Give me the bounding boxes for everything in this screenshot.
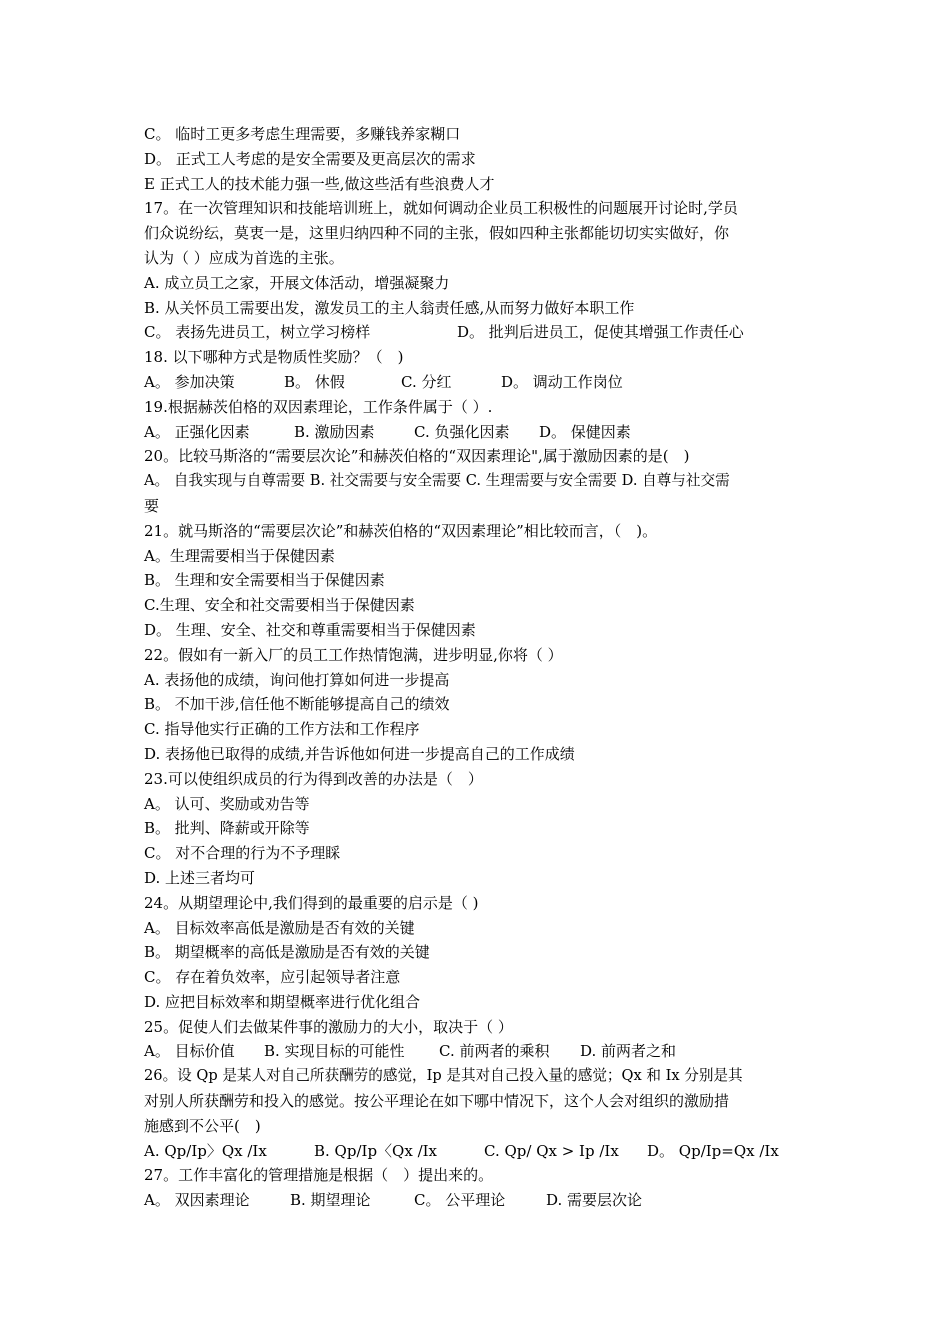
- text-line: D。 正式工人考虑的是安全需要及更高层次的需求: [144, 149, 476, 168]
- question-22: 22。假如有一新入厂的员工工作热情饱满，进步明显,你将（ ）: [144, 645, 563, 664]
- option: C。 表扬先进员工，树立学习榜样: [144, 323, 371, 342]
- option-line: C。 存在着负效率，应引起领导者注意: [144, 968, 401, 987]
- option-row-q19: [144, 420, 814, 445]
- text-line: 认为（ ）应成为首选的主张。: [144, 248, 344, 267]
- option-row-q26: [144, 1139, 814, 1164]
- option: A. Qp/Ip〉Qx /Ix: [144, 1141, 267, 1160]
- option-line: D. 上述三者均可: [144, 868, 256, 887]
- question-18: 18. 以下哪种方式是物质性奖励？（ ): [144, 348, 404, 367]
- option-line: B。 生理和安全需要相当于保健因素: [144, 571, 385, 590]
- option-line: C。 对不合理的行为不予理睬: [144, 844, 341, 863]
- question-21: 21。就马斯洛的“需要层次论”和赫茨伯格的“双因素理论”相比较而言，（ )。: [144, 521, 658, 540]
- option: A。 正强化因素: [144, 422, 250, 441]
- option-line: D。 生理、安全、社交和尊重需要相当于保健因素: [144, 620, 476, 639]
- text-line: 对别人所获酬劳和投入的感觉。按公平理论在如下哪中情况下，这个人会对组织的激励措: [144, 1092, 730, 1111]
- option: A。 双因素理论: [144, 1191, 250, 1210]
- option: B. 期望理论: [290, 1191, 371, 1210]
- option: A。 参加决策: [144, 372, 235, 391]
- question-20: 20。比较马斯洛的“需要层次论”和赫茨伯格的“双因素理论",属于激励因素的是( ): [144, 447, 690, 466]
- option-row-q25: [144, 1039, 814, 1064]
- question-27: 27。工作丰富化的管理措施是根据（ ）提出来的。: [144, 1166, 494, 1185]
- option: D. 需要层次论: [546, 1191, 643, 1210]
- question-23: 23.可以使组织成员的行为得到改善的办法是（ ）: [144, 769, 483, 788]
- question-19: 19.根据赫茨伯格的双因素理论，工作条件属于（ ）.: [144, 397, 493, 416]
- option: D。 保健因素: [539, 422, 631, 441]
- option: C. 分红: [401, 372, 452, 391]
- option-line: A。 认可、奖励或劝告等: [144, 794, 310, 813]
- option-line: C.生理、安全和社交需要相当于保健因素: [144, 596, 415, 615]
- option: B。 休假: [284, 372, 345, 391]
- question-17: 17。在一次管理知识和技能培训班上，就如何调动企业员工积极性的问题展开讨论时,学员: [144, 199, 738, 218]
- option-row-q17: [144, 320, 814, 345]
- option-line: A. 表扬他的成绩，询问他打算如何进一步提高: [144, 670, 450, 689]
- text-line: 们众说纷纭，莫衷一是，这里归纳四种不同的主张，假如四种主张都能切切实实做好，你: [144, 224, 730, 243]
- text-line: 要: [144, 496, 160, 515]
- option: B. 实现目标的可能性: [264, 1042, 405, 1061]
- text-line: C。 临时工更多考虑生理需要，多赚钱养家糊口: [144, 125, 461, 143]
- option-row-q18: [144, 370, 814, 395]
- question-25: 25。促使人们去做某件事的激励力的大小，取决于（ ）: [144, 1017, 513, 1036]
- option: D。 Qp/Ip=Qx /Ix: [647, 1141, 779, 1160]
- option-line: A。 自我实现与自尊需要 B. 社交需要与安全需要 C. 生理需要与安全需要 D. 自尊与社交需: [144, 472, 730, 490]
- text-line: E 正式工人的技术能力强一些,做这些活有些浪费人才: [144, 174, 495, 193]
- option-line: A。 目标效率高低是激励是否有效的关键: [144, 918, 415, 937]
- option: D。 批判后进员工，促使其增强工作责任心: [457, 323, 744, 342]
- option-line: C. 指导他实行正确的工作方法和工作程序: [144, 720, 420, 739]
- option: D。 调动工作岗位: [501, 372, 623, 391]
- question-26: 26。设 Qp 是某人对自己所获酬劳的感觉，Ip 是其对自己投入量的感觉；Qx 和 Ix 分别是其: [144, 1067, 743, 1085]
- option-line: B。 期望概率的高低是激励是否有效的关键: [144, 943, 430, 962]
- option: C。 公平理论: [414, 1191, 506, 1210]
- option-line: D. 表扬他已取得的成绩,并告诉他如何进一步提高自己的工作成绩: [144, 744, 575, 763]
- option: B. Qp/Ip〈Qx /Ix: [314, 1141, 438, 1160]
- option-row-q27: [144, 1188, 814, 1213]
- option-line: A。生理需要相当于保健因素: [144, 546, 335, 565]
- option: C. 负强化因素: [414, 422, 510, 441]
- option: D. 前两者之和: [580, 1042, 677, 1061]
- option: C. 前两者的乘积: [439, 1042, 550, 1061]
- option: B. 激励因素: [294, 422, 375, 441]
- option: C. Qp/ Qx > Ip /Ix: [484, 1141, 619, 1160]
- option-line: D. 应把目标效率和期望概率进行优化组合: [144, 992, 421, 1011]
- option-line: B。 不加干涉,信任他不断能够提高自己的绩效: [144, 695, 450, 714]
- option-line: A. 成立员工之家，开展文体活动，增强凝聚力: [144, 273, 450, 292]
- option-line: B. 从关怀员工需要出发，激发员工的主人翁责任感,从而努力做好本职工作: [144, 298, 635, 317]
- option-line: B。 批判、降薪或开除等: [144, 819, 310, 838]
- document-body: [144, 122, 814, 1213]
- text-line: 施感到不公平( ): [144, 1116, 261, 1135]
- option: A。 目标价值: [144, 1042, 235, 1061]
- question-24: 24。从期望理论中,我们得到的最重要的启示是（ ): [144, 893, 479, 912]
